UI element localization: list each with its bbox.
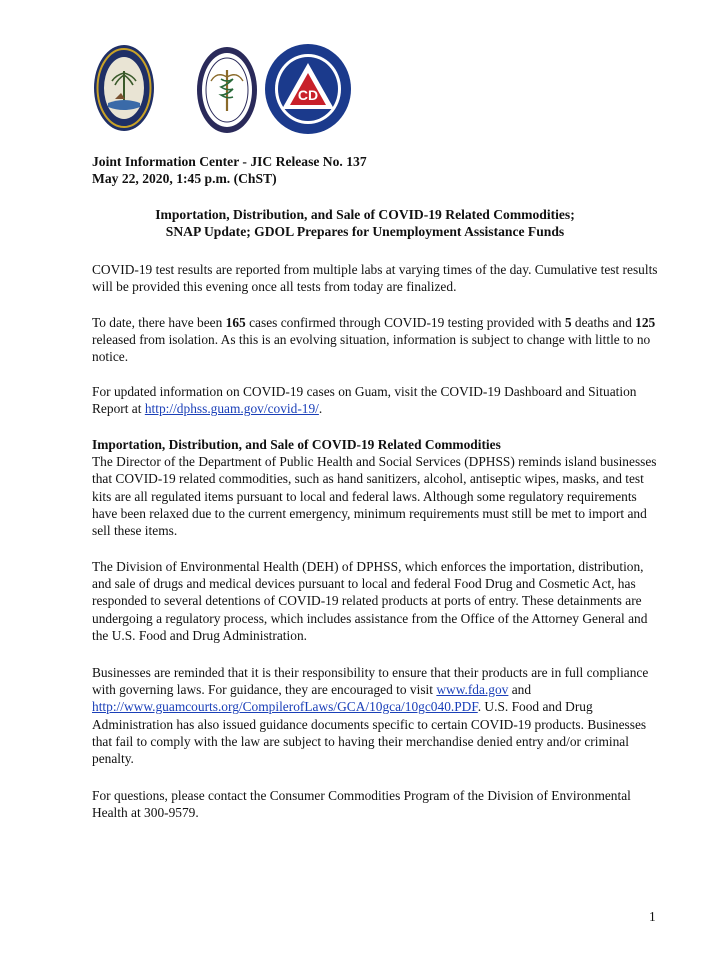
paragraph-dashboard: For updated information on COVID-19 cases on Guam, visit the COVID-19 Dashboard and Situation Report at http://dphss.guam.gov/covid-19/.	[92, 384, 637, 417]
title-line-2: SNAP Update; GDOL Prepares for Unemployment Assistance Funds	[165, 224, 565, 239]
confirmed-cases-count: 165	[225, 315, 246, 330]
civil-defense-letters: CD	[297, 87, 319, 103]
homeland-security-seal-icon	[264, 43, 352, 135]
page-number: 1	[649, 909, 656, 924]
paragraph-case-counts: To date, there have been 165 cases confirmed through COVID-19 testing provided with 5 deaths and 125 released from isolation. As this is an evolving situation, information is subject to change with little to no notice.	[92, 315, 656, 365]
paragraph-contact: For questions, please contact the Consumer Commodities Program of the Division of Environmental Health at 300-9579.	[92, 788, 631, 821]
guam-courts-link[interactable]: http://www.guamcourts.org/CompilerofLaws/GCA/10gca/10gc040.PDF	[92, 699, 478, 715]
public-health-seal-icon	[196, 45, 258, 135]
section-heading: Importation, Distribution, and Sale of COVID-19 Related Commodities	[92, 437, 501, 452]
release-date: May 22, 2020, 1:45 p.m. (ChST)	[92, 171, 277, 186]
released-count: 125	[635, 315, 656, 330]
title-line-1: Importation, Distribution, and Sale of COVID-19 Related Commodities;	[155, 207, 575, 222]
governor-seal-icon	[93, 43, 155, 133]
paragraph-compliance: Businesses are reminded that it is their responsibility to ensure that their products are in full compliance with governing laws. For guidance, they are encouraged to visit www.fda.gov and http://www.guamcourts.org/CompilerofLaws/GCA/10gca/10gc040.PDF. U.S. Food and Drug Administration has also issued guidance documents specific to certain COVID-19 products. Businesses that fail to comply with the law are subject to having their merchandise denied entry and/or criminal penalty.	[92, 665, 649, 767]
paragraph-test-results: COVID-19 test results are reported from multiple labs at varying times of the day. Cumulative test results will be provided this evening once all tests from today are finalized.	[92, 262, 658, 295]
fda-link[interactable]: www.fda.gov	[436, 682, 509, 698]
paragraph-deh: The Division of Environmental Health (DEH) of DPHSS, which enforces the importation, distribution, and sale of drugs and medical devices pursuant to local and federal Food Drug and Cosmetic Act, has responded to several detentions of COVID-19 related products at ports of entry. These detainments are undergoing a regulatory process, which includes assistance from the Office of the Attorney General and the U.S. Food and Drug Administration.	[92, 559, 648, 643]
release-header	[92, 153, 367, 187]
release-number: Joint Information Center - JIC Release No. 137	[92, 154, 367, 169]
deaths-count: 5	[564, 315, 572, 330]
release-title	[92, 206, 638, 240]
dashboard-link[interactable]: http://dphss.guam.gov/covid-19/	[144, 401, 319, 417]
paragraph-importation: Importation, Distribution, and Sale of COVID-19 Related Commodities The Director of the Department of Public Health and Social Services (DPHSS) reminds island businesses that COVID-19 related commodities, such as hand sanitizers, alcohol, antiseptic wipes, masks, and test kits are all regulated items pursuant to local and federal laws. Although some regulatory requirements have been relaxed due to the current emergency, minimum requirements must still be met to import and sell these items.	[92, 436, 664, 539]
